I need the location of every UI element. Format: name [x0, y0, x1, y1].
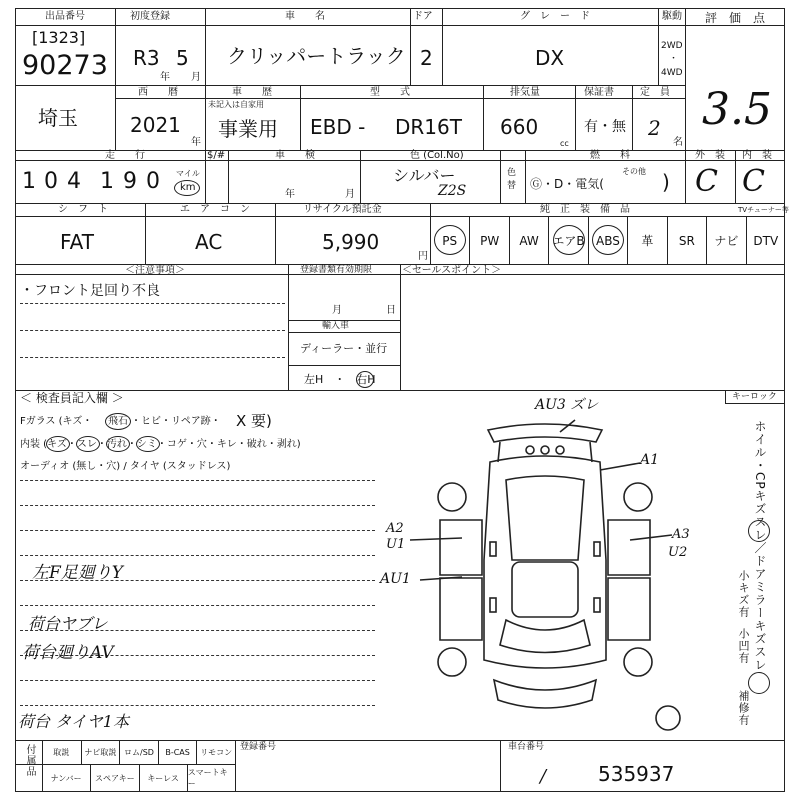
sales-label: ＜セールスポイント＞ [402, 265, 502, 276]
mark-a1: A1 [640, 452, 660, 468]
history-value: 事業用 [218, 117, 278, 141]
equip-item: PS [430, 217, 469, 264]
int-value: C [742, 164, 765, 199]
caution-label: ＜注意事項＞ [125, 265, 185, 276]
drive-4wd: 4WD [661, 68, 683, 78]
attached-item: キーレス [139, 764, 187, 792]
reg-no-label: 登録番号 [240, 742, 277, 752]
attached-item: ナビ取説 [81, 740, 120, 764]
int-label: 内 装 [742, 150, 772, 161]
mileage-digit: 0 [146, 169, 160, 194]
deadline-day: 日 [386, 305, 396, 316]
side-sub-2: 小凹有 [737, 628, 750, 664]
equip-item: DTV [746, 217, 785, 264]
side-remark: ホイル・CPキズスレ／ドアミラーキズスレ [753, 420, 767, 672]
ac-value: AC [195, 230, 223, 254]
equip-label: 純 正 装 備 品 [540, 204, 630, 215]
mileage-digit: 0 [44, 169, 58, 194]
hand-note-2: 荷台ヤブレ [28, 614, 108, 633]
side-sub-3: 補修有 [737, 690, 750, 726]
attached-item: リモコン [196, 740, 235, 764]
mileage-digit: 1 [100, 169, 114, 194]
cc-label: 排気量 [510, 87, 540, 98]
glass-circled: 飛石 [108, 416, 128, 427]
first-reg-label: 初度登録 [130, 11, 170, 22]
attached-item: スペアキー [90, 764, 138, 792]
side-circle-1 [748, 520, 770, 542]
inspector-title: ＜ 検査員記入欄 ＞ [20, 391, 124, 405]
ext-value: C [695, 164, 718, 199]
side-circle-2 [748, 672, 770, 694]
serial-tick: / [540, 766, 547, 787]
cc-value: 660 [500, 115, 539, 139]
score-value: 3.5 [702, 84, 772, 135]
car-name: クリッパートラック [227, 44, 406, 68]
recycle-yen: 円 [418, 251, 428, 262]
sharp-label: $/# [207, 150, 226, 161]
mark-a3: A3 [672, 527, 690, 542]
mileage-digit: 9 [123, 169, 137, 194]
color-label: 色 (Col.No) [410, 150, 464, 161]
car-name-label: 車 名 [285, 11, 325, 22]
grade-value: DX [535, 46, 565, 70]
fuel-close: ) [662, 170, 670, 194]
year-unit: 年 [160, 72, 170, 83]
cc-unit: cc [560, 139, 569, 148]
western-year-unit: 年 [191, 137, 201, 148]
grade-label: グ レ ー ド [520, 11, 590, 22]
lot-number: 90273 [22, 50, 108, 81]
equip-item: エアB [548, 217, 587, 264]
km-label: km [180, 182, 196, 193]
handle-text: 左H ・ 右H [304, 373, 376, 386]
mileage-digit: 4 [67, 169, 81, 194]
key-lock-label: キーロック [732, 392, 777, 402]
glass-prefix: Fガラス (キズ・ [20, 416, 93, 427]
serial-value: 535937 [598, 762, 675, 786]
glass-rest: ・ヒビ・リペア跡・ [131, 416, 221, 427]
hand-note-4: 荷台 タイヤ1本 [18, 712, 129, 731]
fuel-label: 燃 料 [590, 150, 630, 161]
doors-value: 2 [420, 46, 433, 70]
glass-x: X 要) [236, 412, 272, 430]
hand-note-1: 左F足廻りY [32, 563, 124, 583]
recycle-label: リサイクル預託金 [303, 204, 382, 215]
lot-bracket: [1323] [32, 28, 86, 47]
mark-a2: A2 [386, 521, 404, 536]
drive-label: 駆動 [662, 11, 682, 22]
score-label: 評 価 点 [705, 11, 766, 25]
shift-value: FAT [60, 230, 95, 254]
history-note: 未記入は自家用 [208, 100, 264, 109]
recycle-value: 5,990 [322, 230, 380, 254]
tuner-label: TVチューナー等 [738, 206, 789, 214]
attached-item: ロム/SD [119, 740, 158, 764]
equip-item: AW [509, 217, 548, 264]
attached-row-2 [42, 764, 235, 792]
mileage-label: 走 行 [105, 150, 145, 161]
model-label: 型 式 [370, 87, 410, 98]
region: 埼玉 [38, 106, 78, 130]
fuel-other: その他 [622, 167, 646, 176]
warranty-label: 保証書 [584, 87, 614, 98]
interior-line: 内装 (キズ・スレ・汚れ・シミ・コゲ・穴・キレ・破れ・剥れ) [20, 439, 301, 450]
mark-au1: AU1 [380, 571, 411, 587]
era-year: R3 [133, 46, 160, 70]
capacity-label: 定 員 [640, 87, 670, 98]
audio-line: オーディオ (無し・穴) / タイヤ (スタッドレス) [20, 461, 231, 472]
fuel-options: Ⓖ・D・電気( [530, 177, 604, 191]
mileage-digit: 1 [22, 169, 36, 194]
dealer-text: ディーラー・並行 [300, 342, 388, 355]
month-unit: 月 [191, 72, 201, 83]
mark-u2: U2 [668, 545, 688, 560]
model-value: DR16T [395, 115, 462, 139]
color-change-label: 色 替 [507, 168, 517, 191]
capacity-value: 2 [648, 116, 661, 140]
equip-item: 革 [627, 217, 666, 264]
model-prefix: EBD - [310, 115, 366, 139]
equip-item: ナビ [706, 217, 745, 264]
attached-item: スマートキー [187, 764, 235, 792]
inspection-month: 月 [345, 189, 355, 200]
attached-item: ナンバー [50, 773, 82, 783]
warranty-value: 有・無 [584, 119, 626, 135]
attached-row-1 [42, 740, 235, 764]
ext-label: 外 装 [695, 150, 725, 161]
attached-item: B-CAS [158, 740, 197, 764]
serial-label: 車台番号 [508, 742, 545, 752]
ac-label: エ ア コ ン [180, 204, 250, 215]
mark-au3: AU3 ズレ [535, 397, 599, 413]
deadline-label: 登録書類有効期限 [300, 265, 373, 275]
history-label: 車 歴 [232, 87, 272, 98]
mark-u1: U1 [386, 537, 406, 552]
import-label: 輸入車 [322, 321, 350, 331]
inspection-year: 年 [285, 189, 295, 200]
attached-item: 取説 [53, 747, 70, 757]
attached-label: 付属品 [24, 744, 35, 777]
drive-2wd: 2WD [661, 41, 683, 51]
lot-no-label: 出品番号 [45, 11, 85, 22]
hand-note-3: 荷台廻りAV [22, 643, 114, 663]
capacity-unit: 名 [673, 137, 683, 148]
color-code: Z2S [438, 183, 467, 199]
deadline-month: 月 [332, 305, 342, 316]
western-year: 2021 [130, 113, 181, 137]
color-value: シルバー [393, 166, 456, 185]
equip-item: PW [469, 217, 508, 264]
side-sub-1: 小キズ有 [737, 570, 750, 618]
western-year-label: 西 暦 [138, 87, 178, 98]
caution-text: ・フロント足回り不良 [20, 283, 160, 299]
doors-label: ドア [413, 11, 433, 22]
equip-item: ABS [588, 217, 627, 264]
equip-item: SR [667, 217, 706, 264]
drive-dot: ・ [669, 54, 679, 64]
mile-label: マイル [176, 169, 200, 178]
inspection-label: 車 検 [275, 150, 315, 161]
reg-month: 5 [176, 46, 189, 70]
shift-label: シ フ ト [58, 204, 108, 215]
